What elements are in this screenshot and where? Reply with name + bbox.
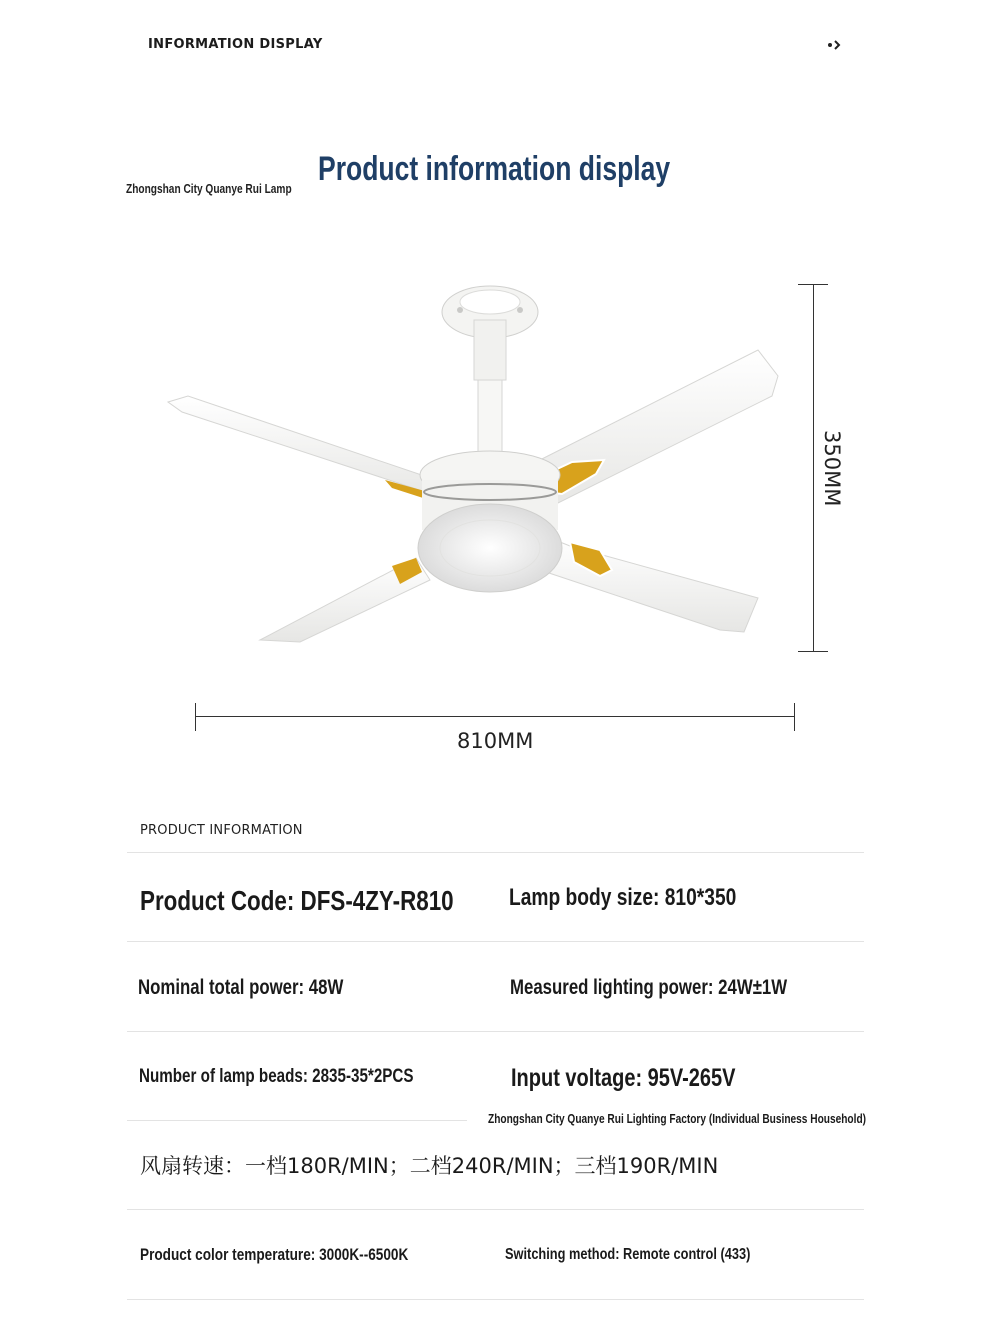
height-label: 350MM: [820, 430, 844, 507]
page-title: Product information display: [318, 150, 671, 188]
product-code: Product Code: DFS-4ZY-R810: [140, 885, 454, 916]
height-dim-tick-bottom: [798, 651, 828, 652]
width-dim-tick-left: [195, 703, 196, 731]
divider: [127, 941, 864, 942]
info-heading: PRODUCT INFORMATION: [140, 823, 303, 838]
lamp-beads: Number of lamp beads: 2835-35*2PCS: [139, 1066, 414, 1087]
divider: [127, 1031, 864, 1032]
lighting-power: Measured lighting power: 24W±1W: [510, 976, 788, 999]
divider: [127, 1209, 864, 1210]
divider: [127, 1120, 467, 1121]
input-voltage: Input voltage: 95V-265V: [511, 1064, 736, 1092]
dot-chevron-icon[interactable]: [826, 37, 844, 53]
nominal-power: Nominal total power: 48W: [138, 976, 344, 999]
width-dim-line: [195, 716, 795, 717]
banner-watermark: Zhongshan City Quanye Rui Lamp: [126, 181, 292, 196]
height-dim-line: [813, 284, 814, 652]
width-dim-tick-right: [794, 703, 795, 731]
ceiling-fan-image: [160, 280, 800, 650]
color-temperature: Product color temperature: 3000K--6500K: [140, 1245, 409, 1264]
switching-method: Switching method: Remote control (433): [505, 1246, 751, 1263]
body-size: Lamp body size: 810*350: [509, 884, 737, 911]
section-title: INFORMATION DISPLAY: [148, 37, 323, 52]
width-label: 810MM: [457, 729, 534, 753]
divider: [127, 852, 864, 853]
fan-speed: 风扇转速：一档180R/MIN；二档240R/MIN；三档190R/MIN: [140, 1154, 719, 1178]
divider: [127, 1299, 864, 1300]
factory-watermark: Zhongshan City Quanye Rui Lighting Factory (Individual Business Household): [488, 1111, 867, 1126]
